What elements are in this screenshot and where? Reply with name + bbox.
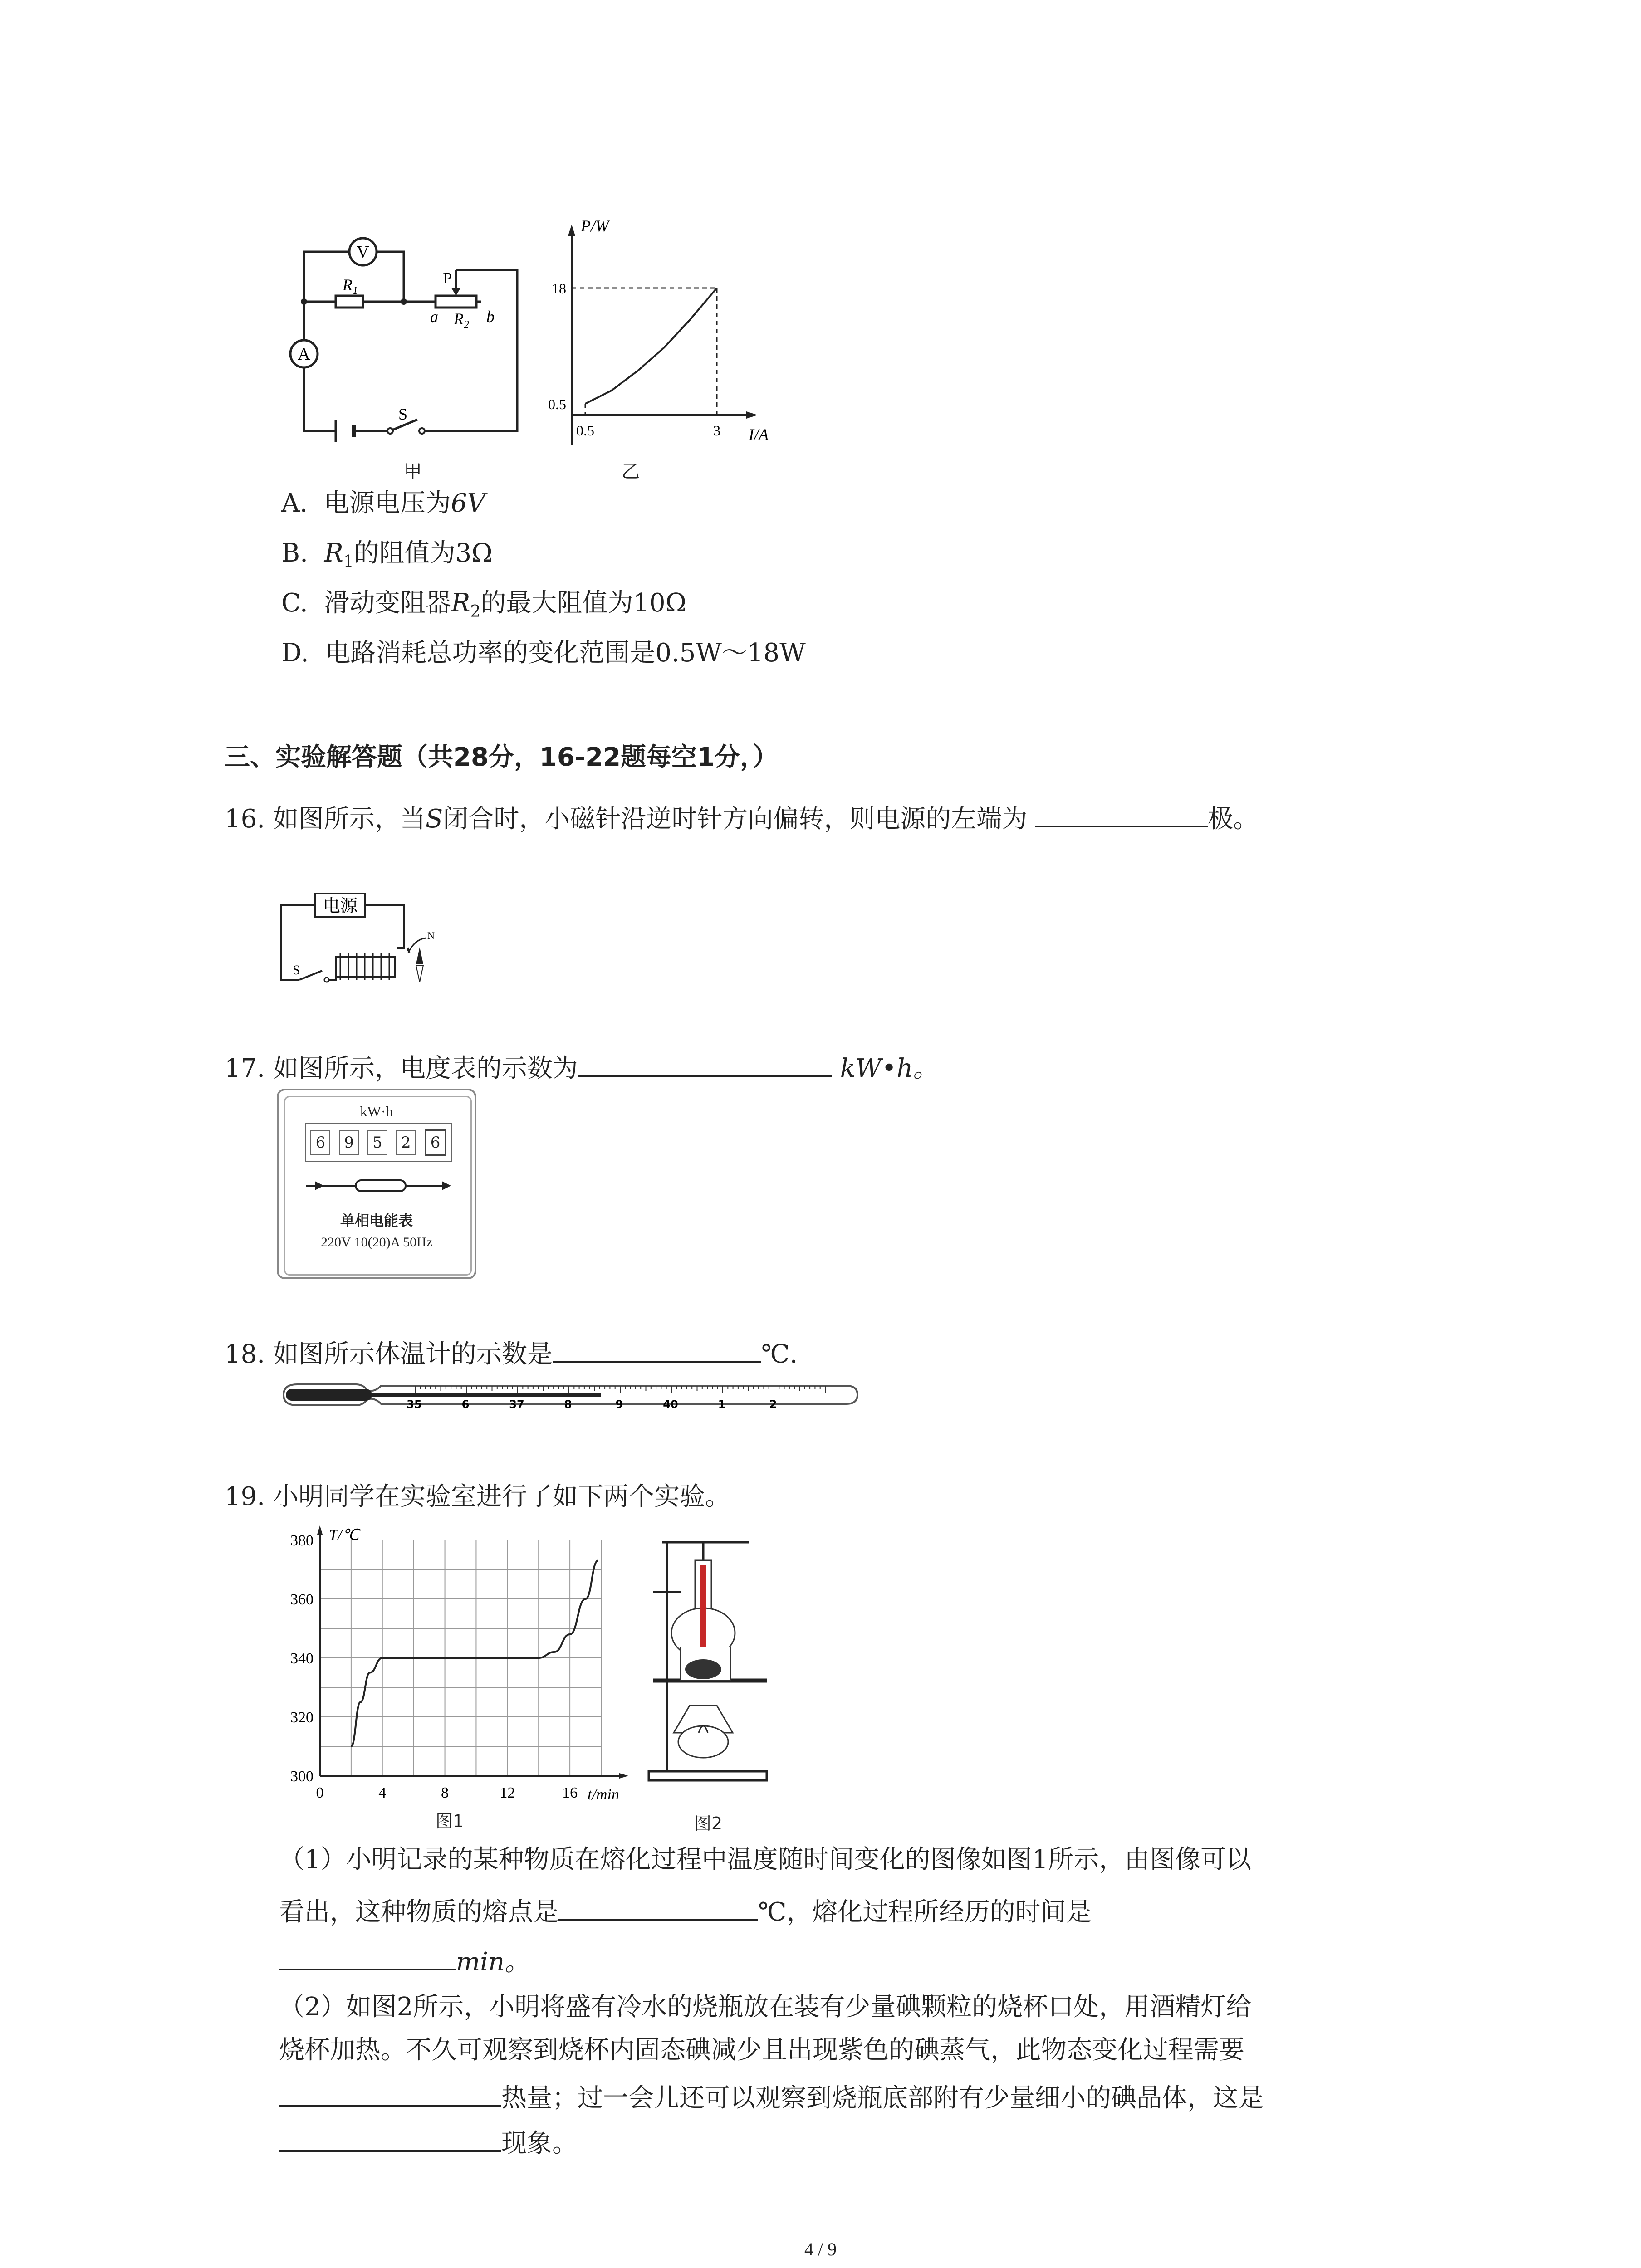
chart-y-tick: 320 <box>290 1709 314 1726</box>
chart-x-tick: 0 <box>316 1784 324 1801</box>
q19-part2-line3: 热量；过一会儿还可以观察到烧瓶底部附有少量细小的碘晶体，这是 <box>279 2077 1264 2116</box>
meter-unit: kW·h <box>360 1103 393 1119</box>
power-current-graph <box>535 218 789 472</box>
chart-y-tick: 380 <box>290 1532 314 1549</box>
ammeter-symbol <box>290 340 318 367</box>
chart-y-label: T/℃ <box>329 1527 359 1544</box>
option-b: B. $R_1$的阻值为3Ω <box>281 538 493 572</box>
chart-x-tick: 8 <box>441 1784 449 1801</box>
terminal-b-label: b <box>486 308 495 326</box>
clinical-thermometer <box>279 1374 864 1415</box>
chart-y-tick: 340 <box>290 1650 314 1667</box>
meter-digit-decimal: 6 <box>425 1129 446 1156</box>
chart-x-tick: 16 <box>562 1784 578 1801</box>
terminal-a-label: a <box>430 308 438 326</box>
r2-label: $R_2$ <box>454 310 469 331</box>
meter-name: 单相电能表 <box>340 1212 413 1229</box>
page-number: 4 / 9 <box>804 2239 837 2259</box>
question-18: 18. 如图所示体温计的示数是 ℃. <box>225 1334 798 1373</box>
melting-curve-chart <box>270 1522 651 1812</box>
answer-blank-16[interactable] <box>1035 798 1208 827</box>
meter-spec: 220V 10(20)A 50Hz <box>320 1235 433 1250</box>
fig1-caption: 图1 <box>436 1811 464 1831</box>
graph-y-label: P/W <box>581 218 609 235</box>
meter-digit: 5 <box>367 1130 387 1155</box>
ammeter-label: A <box>298 345 310 364</box>
iodine-sublimation-apparatus <box>644 1533 789 1787</box>
thermo-scale-label: 9 <box>615 1398 623 1411</box>
chart-y-tick: 300 <box>290 1768 314 1785</box>
answer-blank-19-3[interactable] <box>279 2077 501 2107</box>
circuit-caption: 甲 <box>404 461 422 482</box>
question-16: 16. 如图所示，当S闭合时，小磁针沿逆时针方向偏转，则电源的左端为 极。 <box>225 798 1259 837</box>
question-17: 17. 如图所示，电度表的示数为 kW•h。 <box>225 1048 938 1087</box>
section-title: 三、实验解答题（共28分，16-22题每空1分，） <box>225 743 778 772</box>
power-source-label: 电源 <box>323 896 358 916</box>
answer-blank-17[interactable] <box>578 1048 832 1077</box>
graph-x-tick: 3 <box>713 422 720 439</box>
option-a: A. 电源电压为6V <box>281 489 485 518</box>
thermo-scale-label: 35 <box>407 1398 422 1411</box>
circuit-diagram <box>281 227 535 481</box>
needle-n-label: N <box>427 930 435 941</box>
answer-blank-19-2[interactable] <box>279 1941 456 1970</box>
answer-blank-18[interactable] <box>553 1334 761 1363</box>
compass-needle <box>407 938 426 982</box>
fig2-caption: 图2 <box>694 1813 723 1833</box>
graph-y-tick: 0.5 <box>548 396 566 412</box>
chart-x-tick: 12 <box>500 1784 515 1801</box>
question-19: 19. 小明同学在实验室进行了如下两个实验。 <box>225 1482 730 1511</box>
option-c: C. 滑动变阻器$R_2$的最大阻值为10Ω <box>281 588 687 621</box>
chart-x-label: t/min <box>588 1786 619 1803</box>
electromagnet-diagram <box>272 889 454 993</box>
r1-label: $R_1$ <box>343 276 358 297</box>
q19-part2-line4: 现象。 <box>279 2123 578 2162</box>
meter-digit: 2 <box>396 1130 416 1155</box>
electricity-meter <box>277 1089 476 1279</box>
meter-digit: 6 <box>310 1130 330 1155</box>
thermo-scale-label: 37 <box>509 1398 524 1411</box>
chart-y-tick: 360 <box>290 1591 314 1608</box>
thermo-scale-label: 6 <box>461 1398 470 1411</box>
thermo-scale-label: 1 <box>718 1398 726 1411</box>
voltmeter-label: V <box>357 243 369 262</box>
q19-part1-line3: min。 <box>279 1941 530 1980</box>
voltmeter-symbol <box>349 238 377 265</box>
temperature-curve <box>351 1561 598 1747</box>
graph-x-label: I/A <box>749 425 769 444</box>
slider-label: P <box>443 269 452 287</box>
switch-label: S <box>398 405 408 423</box>
answer-blank-19-4[interactable] <box>279 2123 501 2152</box>
switch-s-label: S <box>293 963 300 978</box>
graph-caption: 乙 <box>622 461 640 482</box>
q19-part2-line2: 烧杯加热。不久可观察到烧杯内固态碘减少且出现紫色的碘蒸气，此物态变化过程需要 <box>279 2035 1244 2065</box>
option-d: D. 电路消耗总功率的变化范围是0.5W～18W <box>281 638 806 668</box>
power-curve <box>585 288 717 404</box>
meter-disc-indicator <box>306 1172 451 1199</box>
thermo-scale-label: 2 <box>769 1398 777 1411</box>
thermo-scale-label: 40 <box>663 1398 678 1411</box>
meter-digit: 9 <box>339 1130 359 1155</box>
q19-part1-line1: （1）小明记录的某种物质在熔化过程中温度随时间变化的图像如图1所示，由图像可以 <box>279 1845 1252 1874</box>
graph-y-tick: 18 <box>552 280 566 297</box>
graph-x-tick: 0.5 <box>576 422 594 439</box>
thermo-scale-label: 8 <box>564 1398 572 1411</box>
chart-x-tick: 4 <box>378 1784 387 1801</box>
q19-part1-line2: 看出，这种物质的熔点是 ℃，熔化过程所经历的时间是 <box>279 1892 1092 1931</box>
q19-part2-line1: （2）如图2所示，小明将盛有冷水的烧瓶放在装有少量碘颗粒的烧杯口处，用酒精灯给 <box>279 1992 1252 2022</box>
answer-blank-19-1[interactable] <box>558 1892 758 1921</box>
